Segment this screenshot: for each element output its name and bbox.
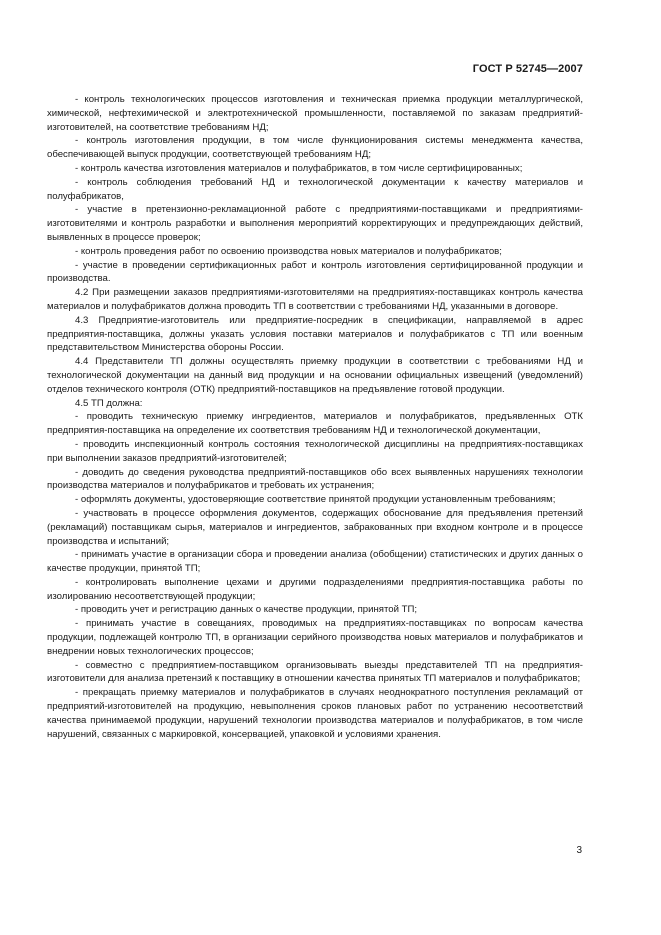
paragraph: - проводить учет и регистрацию данных о качестве продукции, принятой ТП;	[75, 604, 418, 616]
paragraph: - совместно с предприятием-поставщиком организовывать выезды представителей ТП на предприятия-изготовители для анализа претензий к поставщику в отношении качества принятых ТП материалов и полуфабрикатов;	[47, 659, 583, 685]
paragraph: - контроль изготовления продукции, в том числе функционирования системы менеджмента качества, обеспечивающей выпуск продукции, соответствующей требованиям НД;	[47, 135, 583, 161]
paragraph: - контроль технологических процессов изготовления и техническая приемка продукции металлургической, химической, нефтехимической и электротехнической промышленности, поставляемой по заказам предприятий-изготовителей, на соответствие требованиям НД;	[47, 94, 583, 133]
paragraph: - участие в претензионно-рекламационной работе с предприятиями-поставщиками и предприятиями-изготовителями и контроль разработки и выполнения мероприятий корректирующих и предупреждающих действий, выявленных в процессе проверок;	[47, 204, 583, 243]
paragraph: - контроль проведения работ по освоению производства новых материалов и полуфабрикатов;	[75, 245, 502, 257]
paragraph: - доводить до сведения руководства предприятий-поставщиков обо всех выявленных нарушениях технологии производства материалов и полуфабрикатов и требовать их устранения;	[47, 466, 583, 492]
paragraph: - контроль качества изготовления материалов и полуфабрикатов, в том числе сертифицированных;	[75, 162, 523, 174]
paragraph: 4.2 При размещении заказов предприятиями-изготовителями на предприятиях-поставщиках контроль качества материалов и полуфабрикатов должна проводить ТП в соответствии с требованиями НД, указанными в договоре.	[47, 287, 583, 312]
standard-header: ГОСТ Р 52745—2007	[472, 63, 583, 75]
paragraph: 4.4 Представители ТП должны осуществлять приемку продукции в соответствии с требованиями НД и технологической документации на данный вид продукции и на основании официальных извещений (уведомлений) отделов технического контроля (ОТК) предприятий-поставщиков на предъявление готовой продукции.	[47, 356, 583, 395]
paragraph: 4.5 ТП должна:	[75, 397, 143, 409]
paragraph: - проводить инспекционный контроль состояния технологической дисциплины на предприятиях-поставщиках при выполнении заказов предприятий-изготовителей;	[47, 438, 583, 464]
paragraph: - участие в проведении сертификационных работ и контроль изготовления сертифицированной продукции и производства.	[47, 259, 583, 285]
page-number: 3	[576, 845, 582, 856]
paragraph: - оформлять документы, удостоверяющие соответствие принятой продукции установленным требованиям;	[75, 494, 556, 506]
paragraph: - принимать участие в совещаниях, проводимых на предприятиях-поставщиках по вопросам качества продукции, подлежащей контролю ТП, в организации серийного производства новых материалов и полуфабрикатов и внедрении новых технологических процессов;	[47, 618, 583, 657]
document-body	[47, 93, 583, 741]
paragraph: - проводить техническую приемку ингредиентов, материалов и полуфабрикатов, предъявленных ОТК предприятия-поставщика на определение их соответствия требованиям НД и технологической документации,	[47, 411, 583, 437]
paragraph: - контролировать выполнение цехами и другими подразделениями предприятия-поставщика работы по изолированию несоответствующей продукции;	[47, 576, 583, 602]
paragraph: - прекращать приемку материалов и полуфабрикатов в случаях неоднократного поступления рекламаций от предприятий-изготовителей на продукцию, невыполнения сроков плановых работ по устранению несоответствий качества принимаемой продукции, нарушений технологии производства материалов и полуфабрикатов, в том числе нарушений, связанных с маркировкой, консервацией, упаковкой и условиями хранения.	[47, 687, 583, 740]
paragraph: - контроль соблюдения требований НД и технологической документации к качеству материалов и полуфабрикатов,	[47, 176, 583, 202]
paragraph: - принимать участие в организации сбора и проведении анализа (обобщении) статистических и других данных о качестве продукции, принятой ТП;	[47, 549, 583, 575]
paragraph: 4.3 Предприятие-изготовитель или предприятие-посредник в спецификации, направляемой в адрес предприятия-поставщика, должны указать условия поставки материалов и полуфабрикатов с ТП или военным представительством Министерства обороны России.	[47, 314, 583, 354]
paragraph: - участвовать в процессе оформления документов, содержащих обоснование для предъявления претензий (рекламаций) поставщикам сырья, материалов и ингредиентов, забракованных при входном контроле и в процессе производства и испытаний;	[47, 507, 583, 547]
